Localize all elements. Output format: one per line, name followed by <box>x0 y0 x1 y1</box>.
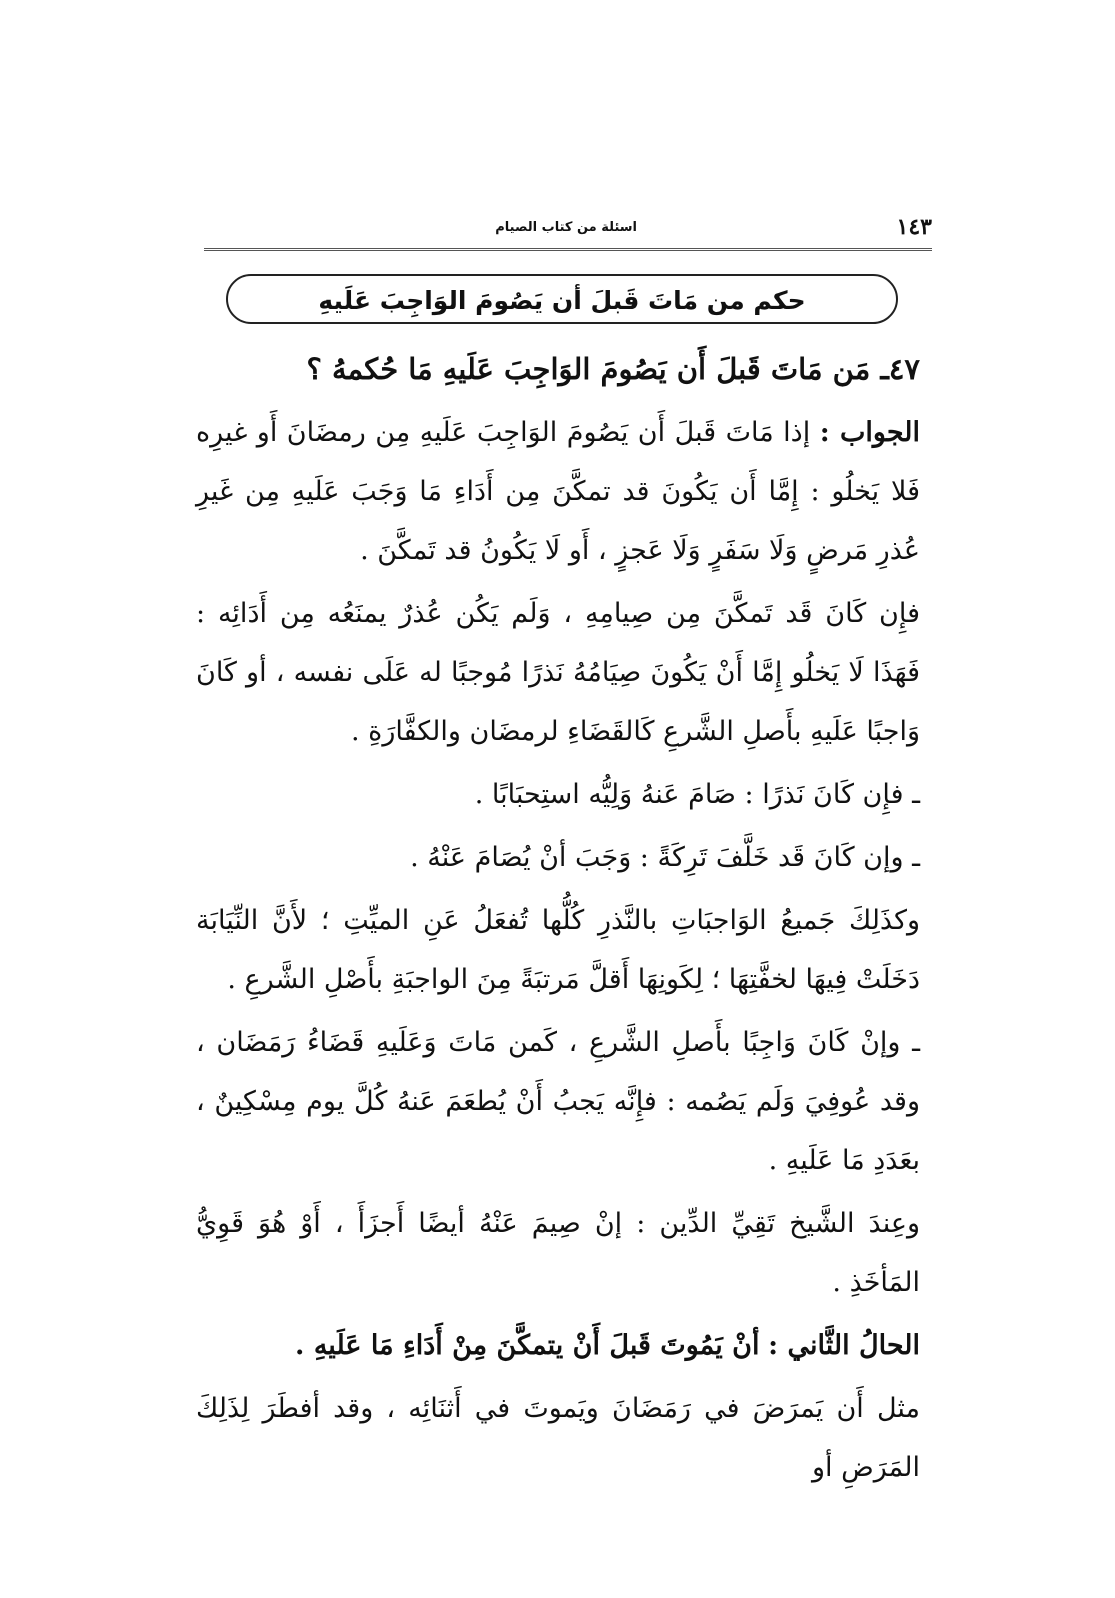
paragraph-second-case <box>196 1316 920 1375</box>
paragraph-example: مثل أَن يَمرَضَ في رَمَضَانَ ويَموتَ في أَثنَائِه ، وقد أفطَرَ لِذَلِكَ المَرَضِ أو <box>196 1393 920 1483</box>
paragraph-capable: فإِن كَانَ قَد تَمكَّنَ مِن صِيامِهِ ، وَلَم يَكُن عُذرٌ يمنَعُه مِن أَدَائِه : فَهَذَا لَا يَخلُو إِمَّا أَنْ يَكُونَ صِيَامُهُ نَذرًا مُوجبًا له عَلَى نفسه ، أو كَانَ وَاجبًا عَلَيهِ بأَصلِ الشَّرعِ كَالقَضَاءِ لرمضَان والكفَّارَةِ . <box>196 598 920 747</box>
answer-paragraph <box>196 403 920 580</box>
page-header <box>204 214 932 244</box>
header-divider <box>204 248 932 251</box>
page-content <box>196 340 920 1501</box>
paragraph-obligatory: ـ وإنْ كَانَ وَاجِبًا بأَصلِ الشَّرعِ ، كَمن مَاتَ وَعَلَيهِ قَضَاءُ رَمَضَان ، وقد عُوفِيَ وَلَم يَصُمه : فإِنَّه يَجبُ أَنْ يُطعَمَ عَنهُ كُلَّ يوم مِسْكِينٌ ، بعَدَدِ مَا عَلَيهِ . <box>196 1027 920 1176</box>
paragraph-vowed-duties: وكذَلِكَ جَميعُ الوَاجبَاتِ بالنَّذرِ كُلُّها تُفعَلُ عَنِ الميِّتِ ؛ لأَنَّ النِّيَابَة دَخَلَتْ فِيهَا لخفَّتِهَا ؛ لِكَونِهَا أَقلَّ مَرتبَةً مِنَ الواجبَةِ بأَصْلِ الشَّرعِ . <box>196 905 920 995</box>
section-title: حكم من مَاتَ قَبلَ أن يَصُومَ الوَاجِبَ عَلَيهِ <box>226 274 898 324</box>
page-number: ١٤٣ <box>896 214 932 240</box>
answer-label: الجواب : <box>819 417 920 448</box>
second-case-text: أنْ يَمُوتَ قَبلَ أَنْ يتمكَّنَ مِنْ أَدَاءِ مَا عَلَيهِ . <box>295 1330 760 1361</box>
paragraph-vow: ـ فإِن كَانَ نَذرًا : صَامَ عَنهُ وَلِيُّه استِحبَابًا . <box>474 779 920 810</box>
paragraph-estate: ـ وإن كَانَ قَد خَلَّفَ تَرِكَةً : وَجَبَ أنْ يُصَامَ عَنْهُ . <box>410 842 920 873</box>
second-case-label: الحالُ الثَّاني : <box>768 1330 920 1361</box>
question-heading: ٤٧ـ مَن مَاتَ قَبلَ أَن يَصُومَ الوَاجِبَ عَلَيهِ مَا حُكمهُ ؟ <box>306 352 920 386</box>
answer-text: إذا مَاتَ قَبلَ أَن يَصُومَ الوَاجِبَ عَلَيهِ مِن رمضَانَ أَو غيرِه فَلا يَخلُو : إِمَّا أَن يَكُونَ قد تمكَّنَ مِن أَدَاءِ مَا وَجَبَ عَلَيهِ مِن غَيرِ عُذرِ مَرضٍ وَلَا سَفَرٍ وَلَا عَجزٍ ، أَو لَا يَكُونُ قد تَمكَّنَ . <box>196 417 920 566</box>
running-title: اسئلة من كتاب الصيام <box>495 220 637 235</box>
paragraph-sheikh-view: وعِندَ الشَّيخ تَقِيِّ الدِّين : إنْ صِيمَ عَنْهُ أيضًا أَجزَأَ ، أَوْ هُوَ قَوِيُّ المَأخَذِ . <box>196 1208 920 1298</box>
